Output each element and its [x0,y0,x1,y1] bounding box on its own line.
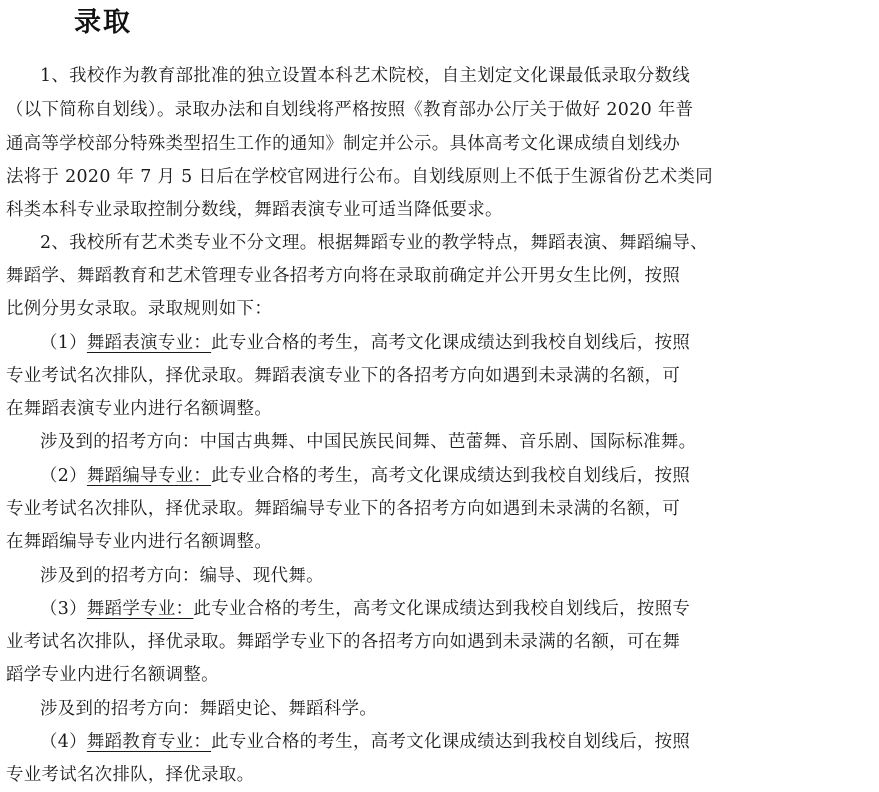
section-title: 录取 [74,7,132,38]
paragraph-1-line-1: 1、我校作为教育部批准的独立设置本科艺术院校，自主划定文化课最低录取分数线 [40,66,691,86]
major-2-name: 舞蹈编导专业： [86,466,212,486]
paragraph-1-line-4: 法将于 2020 年 7 月 5 日后在学校官网进行公布。自划线原则上不低于生源省份艺术类同 [6,167,713,187]
major-3-number: （3） [40,599,87,619]
major-3-line-1-rest: 此专业合格的考生，高考文化课成绩达到我校自划线后，按照专 [193,599,691,619]
major-3-line-3: 蹈学专业内进行名额调整。 [6,665,219,685]
major-1-line-3: 在舞蹈表演专业内进行名额调整。 [6,399,273,419]
paragraph-2-line-3: 比例分男女录取。录取规则如下： [6,299,273,319]
major-2-line-1 [40,459,690,493]
major-3-directions: 涉及到的招考方向：舞蹈史论、舞蹈科学。 [40,699,378,719]
paragraph-1-line-2: （以下简称自划线）。录取办法和自划线将严格按照《教育部办公厅关于做好 2020 年普 [6,100,694,120]
major-4-name: 舞蹈教育专业： [86,732,212,752]
major-1-directions: 涉及到的招考方向：中国古典舞、中国民族民间舞、芭蕾舞、音乐剧、国际标准舞。 [40,432,697,452]
major-1-line-1 [40,326,690,360]
major-1-line-2: 专业考试名次排队，择优录取。舞蹈表演专业下的各招考方向如遇到未录满的名额，可 [6,366,681,386]
major-2-line-2: 专业考试名次排队，择优录取。舞蹈编导专业下的各招考方向如遇到未录满的名额，可 [6,499,681,519]
major-3-line-2: 业考试名次排队，择优录取。舞蹈学专业下的各招考方向如遇到未录满的名额，可在舞 [6,632,681,652]
major-1-line-1-rest: 此专业合格的考生，高考文化课成绩达到我校自划线后，按照 [211,333,691,353]
major-2-directions: 涉及到的招考方向：编导、现代舞。 [40,566,324,586]
major-2-line-3: 在舞蹈编导专业内进行名额调整。 [6,532,273,552]
paragraph-2-line-1: 2、我校所有艺术类专业不分文理。根据舞蹈专业的教学特点，舞蹈表演、舞蹈编导、 [40,233,708,253]
major-1-name: 舞蹈表演专业： [86,333,212,353]
paragraph-1-line-5: 科类本科专业录取控制分数线，舞蹈表演专业可适当降低要求。 [6,200,503,220]
major-4-line-2: 专业考试名次排队，择优录取。 [6,765,255,785]
major-1-number: （1） [40,333,87,353]
major-3-name: 舞蹈学专业： [86,599,194,619]
paragraph-2-line-2: 舞蹈学、舞蹈教育和艺术管理专业各招考方向将在录取前确定并公开男女生比例，按照 [6,266,681,286]
major-4-line-1 [40,725,690,759]
major-3-line-1 [40,592,690,626]
paragraph-1-line-3: 通高等学校部分特殊类型招生工作的通知》制定并公示。具体高考文化课成绩自划线办 [6,134,681,154]
major-4-number: （4） [40,732,87,752]
major-4-line-1-rest: 此专业合格的考生，高考文化课成绩达到我校自划线后，按照 [211,732,691,752]
major-2-number: （2） [40,466,87,486]
major-2-line-1-rest: 此专业合格的考生，高考文化课成绩达到我校自划线后，按照 [211,466,691,486]
